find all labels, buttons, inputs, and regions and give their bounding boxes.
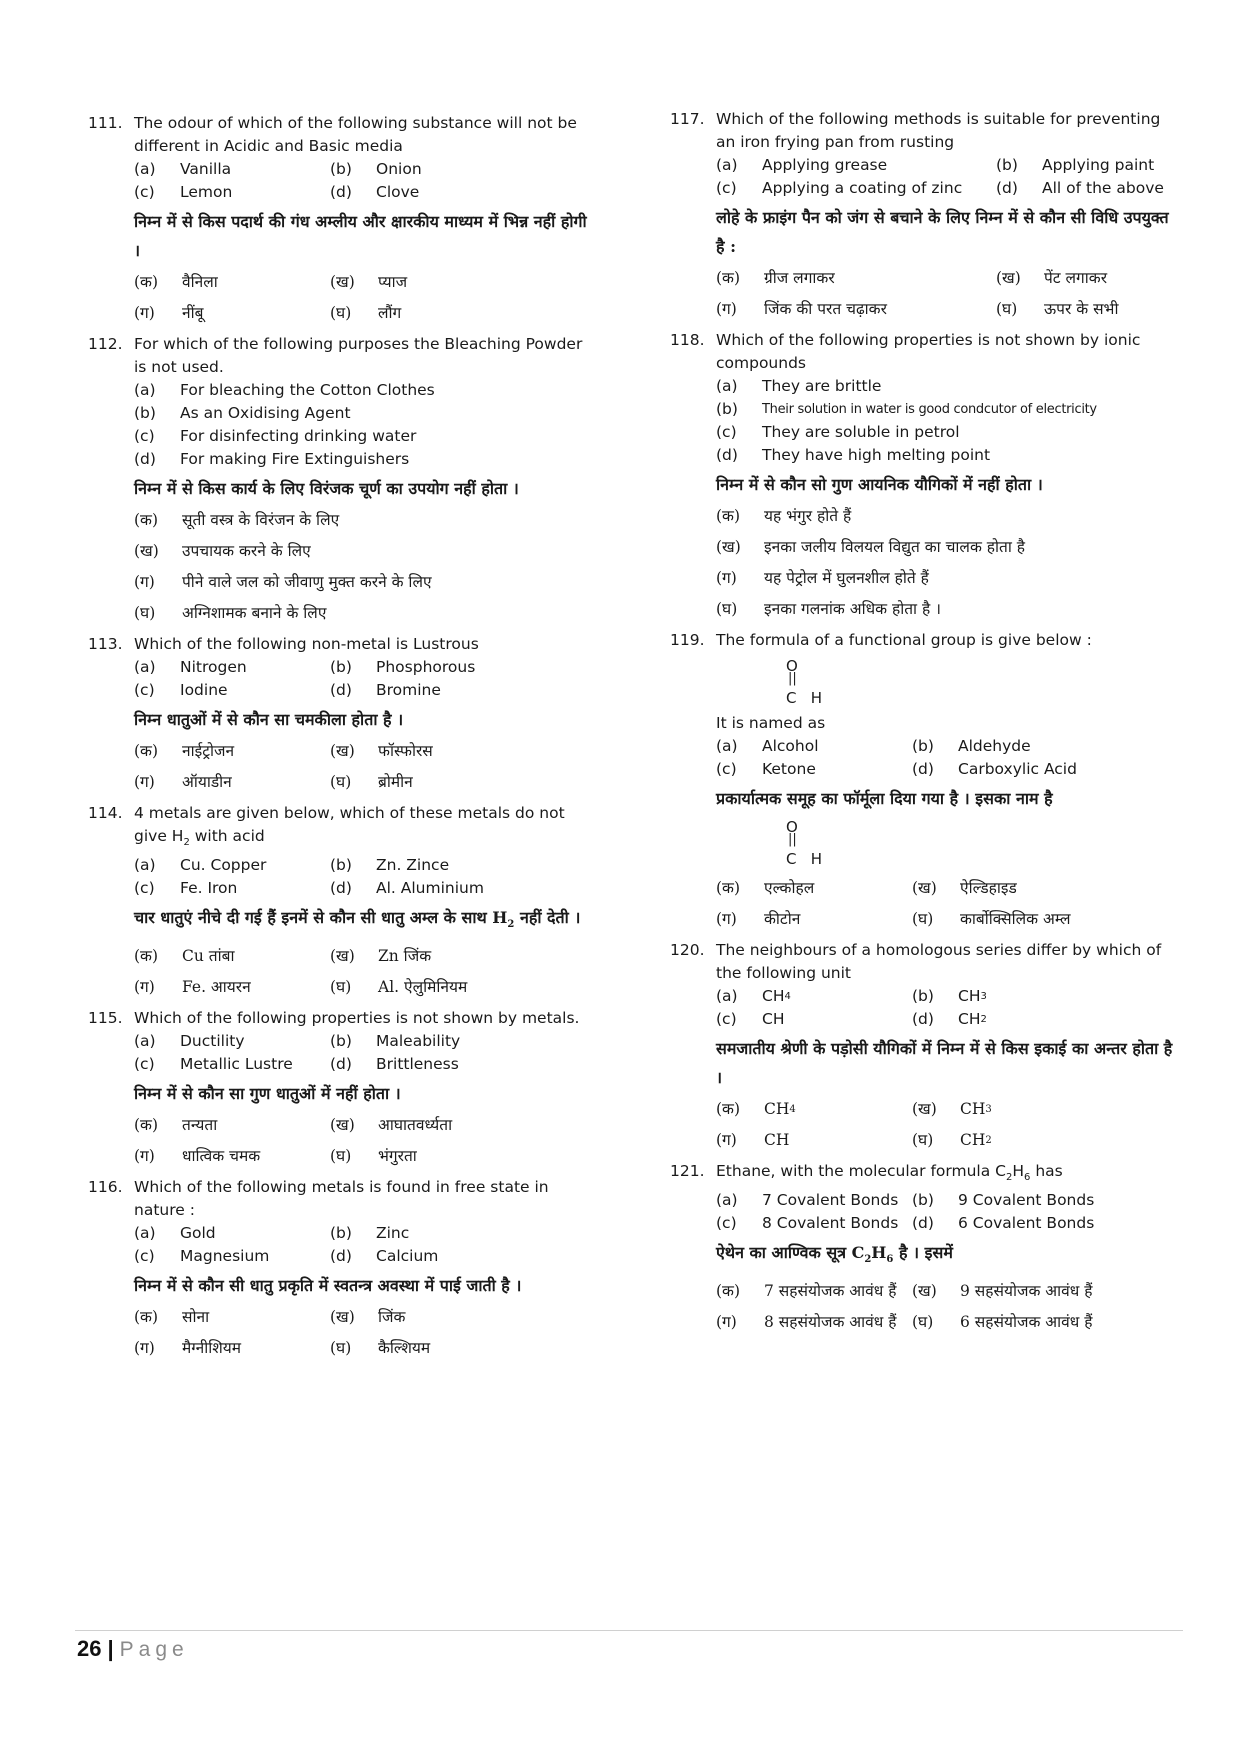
option: (क) सोना bbox=[134, 1308, 210, 1327]
options-english bbox=[716, 154, 1175, 200]
option: (क) 7 सहसंयोजक आवंध हैं bbox=[716, 1282, 897, 1301]
left-column bbox=[88, 112, 593, 1364]
options-hindi bbox=[716, 263, 1175, 325]
options-hindi bbox=[134, 505, 593, 629]
option: (d) 6 Covalent Bonds bbox=[912, 1214, 1095, 1233]
options-english bbox=[716, 375, 1175, 467]
option: (क) तन्यता bbox=[134, 1116, 218, 1135]
question-text-english: The odour of which of the following substance will not be different in Acidic and Basic media bbox=[134, 114, 577, 155]
option: (घ) ब्रोमीन bbox=[330, 773, 413, 791]
options-english bbox=[134, 1030, 593, 1076]
aldehyde-formula: O || C H bbox=[786, 657, 823, 707]
option: (c) Ketone bbox=[716, 760, 816, 778]
option: (d) Calcium bbox=[330, 1247, 439, 1266]
question-117 bbox=[670, 108, 1175, 325]
question-text-hindi: लोहे के फ्राइंग पैन को जंग से बचाने के लिए निम्न में से कौन सी विधि उपयुक्त है : bbox=[716, 208, 1169, 256]
option: (c) Magnesium bbox=[134, 1247, 270, 1266]
option: (घ) कार्बोक्सिलिक अम्ल bbox=[912, 910, 1071, 928]
question-text-english: Which of the following metals is found in free state in nature : bbox=[134, 1178, 549, 1220]
option: (d) They have high melting point bbox=[716, 446, 991, 464]
question-number: 121. bbox=[670, 1162, 705, 1180]
question-text-english: The neighbours of a homologous series differ by which of the following unit bbox=[716, 941, 1162, 982]
option: (ख) फॉस्फोरस bbox=[330, 742, 433, 760]
option: (c) 8 Covalent Bonds bbox=[716, 1214, 899, 1233]
option: (घ) CH 2 bbox=[912, 1131, 992, 1149]
question-text-hindi: चार धातुएं नीचे दी गई हैं इनमें से कौन सी धातु अम्ल के साथ $H_2$ नहीं देती । bbox=[134, 908, 581, 931]
options-english bbox=[134, 1222, 593, 1268]
option: (क) एल्कोहल bbox=[716, 879, 815, 897]
option: (क) CH 4 bbox=[716, 1100, 796, 1118]
option: (c) They are soluble in petrol bbox=[716, 423, 960, 441]
option: (ग) यह पेट्रोल में घुलनशील होते हैं bbox=[716, 569, 929, 587]
option: (ग) Fe. आयरन bbox=[134, 978, 251, 997]
option: (d) Brittleness bbox=[330, 1055, 459, 1074]
page-footer bbox=[77, 1634, 189, 1665]
option: (b) Applying paint bbox=[996, 156, 1155, 174]
option: (d) CH 2 bbox=[912, 1010, 987, 1028]
option: (b) 9 Covalent Bonds bbox=[912, 1191, 1095, 1210]
option: (b) Phosphorous bbox=[330, 658, 476, 676]
option: (c) Lemon bbox=[134, 183, 233, 201]
right-column bbox=[670, 108, 1175, 1338]
option: (ख) जिंक bbox=[330, 1308, 406, 1327]
option: (ख) पेंट लगाकर bbox=[996, 269, 1108, 287]
option: (घ) इनका गलनांक अधिक होता है । bbox=[716, 600, 942, 618]
question-119 bbox=[670, 629, 1175, 935]
options-hindi bbox=[716, 873, 1175, 935]
question-number: 119. bbox=[670, 631, 705, 649]
options-english bbox=[716, 985, 1175, 1031]
option: (b) As an Oxidising Agent bbox=[134, 404, 351, 422]
option: (b) Onion bbox=[330, 160, 422, 178]
option: (घ) 6 सहसंयोजक आवंध हैं bbox=[912, 1313, 1093, 1332]
page-label: Page bbox=[119, 1638, 189, 1661]
options-hindi bbox=[134, 941, 593, 1003]
option: (क) Cu तांबा bbox=[134, 947, 235, 966]
option: (घ) अग्निशामक बनाने के लिए bbox=[134, 604, 327, 622]
options-hindi bbox=[134, 1110, 593, 1172]
question-number: 113. bbox=[88, 635, 123, 653]
option: (ग) 8 सहसंयोजक आवंध हैं bbox=[716, 1313, 897, 1332]
option: (d) Carboxylic Acid bbox=[912, 760, 1077, 778]
option: (क) सूती वस्त्र के विरंजन के लिए bbox=[134, 511, 340, 529]
option: (d) All of the above bbox=[996, 179, 1164, 197]
question-text-hindi: ऐथेन का आण्विक सूत्र $C_2H_6$ है । इसमें bbox=[716, 1243, 953, 1266]
option: (a) Vanilla bbox=[134, 160, 232, 178]
options-hindi bbox=[134, 1302, 593, 1364]
question-number: 120. bbox=[670, 941, 705, 959]
option: (b) Aldehyde bbox=[912, 737, 1031, 755]
question-number: 116. bbox=[88, 1178, 123, 1197]
option: (ख) आघातवर्ध्यता bbox=[330, 1116, 453, 1135]
option: (क) नाईट्रोजन bbox=[134, 742, 235, 760]
question-text-english: 4 metals are given below, which of these metals do not give $H_2$ with acid bbox=[134, 804, 565, 849]
question-121 bbox=[670, 1160, 1175, 1338]
question-number: 114. bbox=[88, 804, 123, 822]
option: (c) Fe. Iron bbox=[134, 879, 238, 898]
question-112 bbox=[88, 333, 593, 629]
question-116 bbox=[88, 1176, 593, 1364]
question-text-english: The formula of a functional group is give below : bbox=[716, 631, 1092, 649]
option: (ग) ऑयाडीन bbox=[134, 773, 232, 791]
option: (ख) 9 सहसंयोजक आवंध हैं bbox=[912, 1282, 1093, 1301]
option: (घ) ऊपर के सभी bbox=[996, 300, 1119, 318]
option: (a) CH 4 bbox=[716, 987, 791, 1005]
option: (क) ग्रीज लगाकर bbox=[716, 269, 835, 287]
options-english bbox=[716, 735, 1175, 781]
question-text-english: Which of the following properties is not shown by ionic compounds bbox=[716, 331, 1141, 372]
option: (a) Gold bbox=[134, 1224, 216, 1243]
options-hindi bbox=[716, 1276, 1175, 1338]
option: (ग) CH bbox=[716, 1131, 790, 1149]
question-113 bbox=[88, 633, 593, 798]
option: (ग) मैग्नीशियम bbox=[134, 1339, 242, 1358]
options-hindi bbox=[134, 736, 593, 798]
question-text-hindi: निम्न में से कौन सा गुण धातुओं में नहीं होता । bbox=[134, 1084, 401, 1104]
option: (b) CH 3 bbox=[912, 987, 987, 1005]
question-text-english: Which of the following properties is not shown by metals. bbox=[134, 1009, 580, 1028]
option: (c) CH bbox=[716, 1010, 785, 1028]
option: (d) Bromine bbox=[330, 681, 441, 699]
option: (a) They are brittle bbox=[716, 377, 882, 395]
footer-separator: | bbox=[107, 1636, 114, 1661]
option: (ग) कीटोन bbox=[716, 910, 801, 928]
option: (घ) भंगुरता bbox=[330, 1147, 417, 1166]
option: (क) यह भंगुर होते हैं bbox=[716, 507, 852, 525]
option: (ग) नींबू bbox=[134, 304, 204, 322]
options-hindi bbox=[716, 501, 1175, 625]
question-text-hindi: निम्न धातुओं में से कौन सा चमकीला होता है । bbox=[134, 710, 404, 729]
option: (घ) कैल्शियम bbox=[330, 1339, 431, 1358]
aldehyde-formula-hindi: O || C H bbox=[786, 818, 823, 868]
option: (क) वैनिला bbox=[134, 273, 218, 291]
option: (ख) इनका जलीय विलयल विद्युत का चालक होता है bbox=[716, 538, 1026, 556]
option: (c) Metallic Lustre bbox=[134, 1055, 293, 1074]
question-number: 115. bbox=[88, 1009, 123, 1028]
question-text-english: For which of the following purposes the Bleaching Powder is not used. bbox=[134, 335, 583, 376]
options-english bbox=[134, 656, 593, 702]
question-text-hindi: निम्न में से किस पदार्थ की गंध अम्लीय और क्षारकीय माध्यम में भिन्न नहीं होगी । bbox=[134, 212, 587, 260]
question-subtext: It is named as bbox=[716, 714, 826, 732]
options-english bbox=[134, 158, 593, 204]
option: (c) For disinfecting drinking water bbox=[134, 427, 417, 445]
question-text-english: Which of the following non-metal is Lustrous bbox=[134, 635, 479, 653]
question-text-english: Ethane, with the molecular formula $C_2H_6$ has bbox=[716, 1162, 1063, 1184]
option: (a) 7 Covalent Bonds bbox=[716, 1191, 899, 1210]
option: (d) Clove bbox=[330, 183, 420, 201]
option: (घ) Al. ऐलुमिनियम bbox=[330, 978, 468, 997]
question-number: 118. bbox=[670, 331, 705, 349]
option: (ख) ऐल्डिहाइड bbox=[912, 879, 1017, 897]
option: (a) Nitrogen bbox=[134, 658, 247, 676]
question-text-english: Which of the following methods is suitable for preventing an iron frying pan from rusting bbox=[716, 110, 1161, 151]
option: (ग) पीने वाले जल को जीवाणु मुक्त करने के लिए bbox=[134, 573, 432, 591]
question-text-hindi: निम्न में से कौन सी धातु प्रकृति में स्वतन्त्र अवस्था में पाई जाती है । bbox=[134, 1276, 522, 1296]
option: (ख) प्याज bbox=[330, 273, 408, 291]
question-text-hindi: समजातीय श्रेणी के पड़ोसी यौगिकों में निम्न में से किस इकाई का अन्तर होता है । bbox=[716, 1039, 1173, 1087]
options-hindi bbox=[134, 267, 593, 329]
question-115 bbox=[88, 1007, 593, 1172]
page-number: 26 bbox=[77, 1636, 102, 1661]
question-text-hindi: प्रकार्यात्मक समूह का फॉर्मूला दिया गया है । इसका नाम है bbox=[716, 789, 1053, 808]
question-118 bbox=[670, 329, 1175, 625]
option: (a) Alcohol bbox=[716, 737, 819, 755]
question-111 bbox=[88, 112, 593, 329]
options-english bbox=[134, 379, 593, 471]
option: (d) For making Fire Extinguishers bbox=[134, 450, 410, 468]
option: (b) Maleability bbox=[330, 1032, 461, 1051]
question-number: 112. bbox=[88, 335, 123, 353]
question-120 bbox=[670, 939, 1175, 1156]
option: (b) Zn. Zince bbox=[330, 856, 450, 875]
option: (c) Applying a coating of zinc bbox=[716, 179, 963, 197]
options-hindi bbox=[716, 1094, 1175, 1156]
option: (ख) उपचायक करने के लिए bbox=[134, 542, 311, 560]
option: (a) Ductility bbox=[134, 1032, 245, 1051]
option: (a) For bleaching the Cotton Clothes bbox=[134, 381, 435, 399]
option: (ख) CH 3 bbox=[912, 1100, 992, 1118]
question-number: 111. bbox=[88, 114, 123, 132]
option: (ग) धात्विक चमक bbox=[134, 1147, 261, 1166]
option: (ख) Zn जिंक bbox=[330, 947, 432, 966]
option: (d) Al. Aluminium bbox=[330, 879, 484, 898]
option: (घ) लौंग bbox=[330, 304, 402, 322]
question-text-hindi: निम्न में से किस कार्य के लिए विरंजक चूर्ण का उपयोग नहीं होता । bbox=[134, 479, 519, 498]
option: (c) Iodine bbox=[134, 681, 228, 699]
question-114 bbox=[88, 802, 593, 1003]
question-text-hindi: निम्न में से कौन सो गुण आयनिक यौगिकों में नहीं होता । bbox=[716, 475, 1043, 494]
options-english bbox=[716, 1189, 1175, 1235]
option: (b) Their solution in water is good condcutor of electricity bbox=[716, 400, 1097, 418]
options-english bbox=[134, 854, 593, 900]
question-number: 117. bbox=[670, 110, 705, 128]
option: (b) Zinc bbox=[330, 1224, 410, 1243]
footer-divider bbox=[75, 1630, 1183, 1631]
option: (a) Applying grease bbox=[716, 156, 888, 174]
option: (ग) जिंक की परत चढ़ाकर bbox=[716, 300, 887, 318]
option: (a) Cu. Copper bbox=[134, 856, 267, 875]
